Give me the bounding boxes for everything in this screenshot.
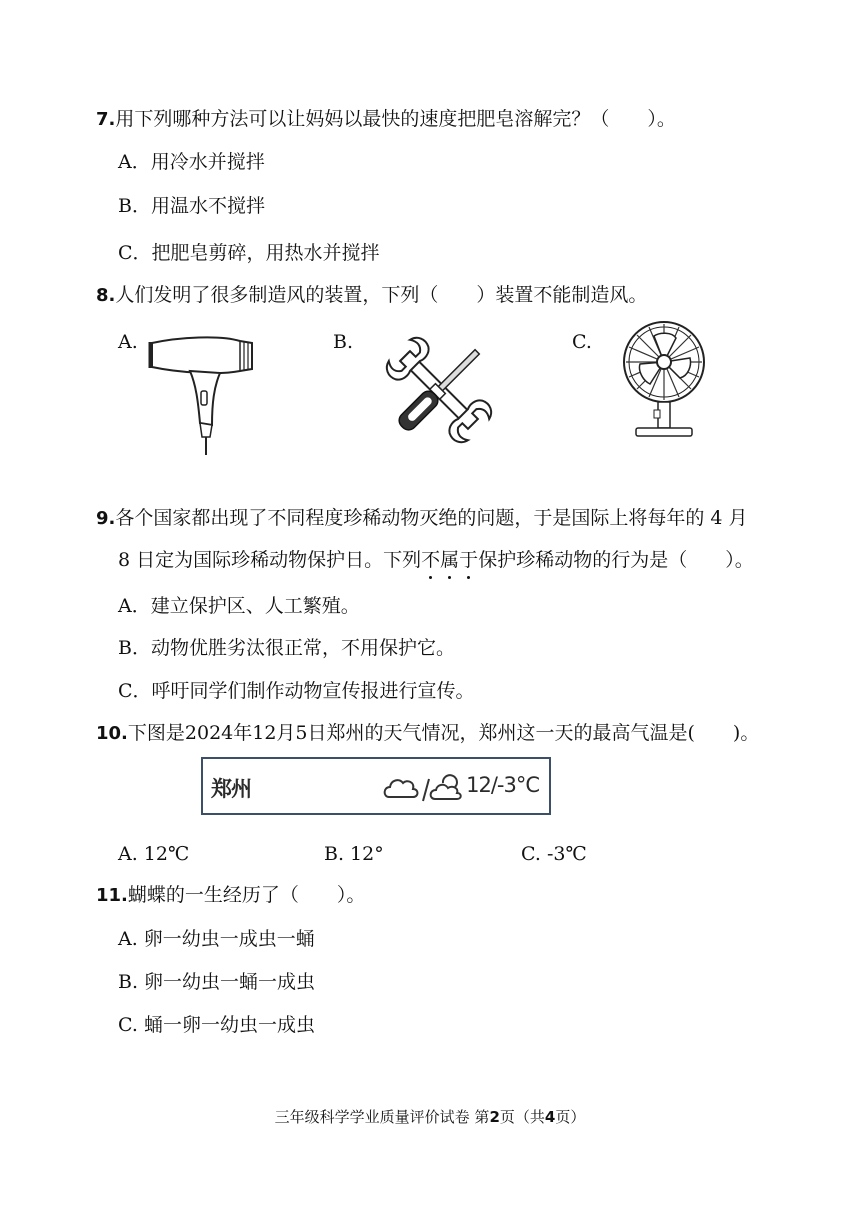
page-footer bbox=[0, 1107, 860, 1127]
question-text: 各个国家都出现了不同程度珍稀动物灭绝的问题，于是国际上将每年的 4 月 bbox=[115, 507, 748, 529]
question-7-option-c: C．把肥皂剪碎，用热水并搅拌 bbox=[118, 242, 380, 264]
question-10-option-a: A. 12℃ bbox=[118, 843, 190, 865]
question-text: 保护珍稀动物的行为是（ ）。 bbox=[478, 549, 754, 571]
footer-text: 三年级科学学业质量评价试卷 第 bbox=[274, 1108, 490, 1126]
question-8-option-a-label: A. bbox=[118, 331, 138, 353]
question-number: 11. bbox=[96, 885, 128, 906]
question-text: 人们发明了很多制造风的装置，下列（ ）装置不能制造风。 bbox=[115, 284, 648, 306]
question-8-option-b-label: B. bbox=[333, 331, 354, 353]
question-11-option-a: A. 卵一幼虫一成虫一蛹 bbox=[118, 928, 315, 950]
question-text: 蝴蝶的一生经历了（ ）。 bbox=[127, 884, 366, 906]
emphasis-char: 属 bbox=[440, 549, 460, 571]
question-7-stem bbox=[96, 107, 676, 132]
weather-panel bbox=[201, 757, 551, 815]
wrench-screwdriver-icon bbox=[380, 332, 498, 448]
question-7-option-b: B．用温水不搅拌 bbox=[118, 195, 265, 217]
question-9-stem-line-2 bbox=[118, 548, 754, 572]
question-number: 9. bbox=[96, 508, 116, 529]
question-9-stem-line-1 bbox=[96, 506, 748, 531]
question-7-option-a: A．用冷水并搅拌 bbox=[118, 151, 265, 173]
footer-text: 页（共 bbox=[499, 1108, 545, 1126]
question-10-option-b: B. 12° bbox=[324, 843, 384, 865]
question-11-option-b: B. 卵一幼虫一蛹一成虫 bbox=[118, 971, 316, 993]
question-11-stem bbox=[96, 883, 365, 908]
question-8-stem bbox=[96, 283, 647, 308]
question-text: 8 日定为国际珍稀动物保护日。下列 bbox=[118, 549, 422, 571]
separator bbox=[423, 779, 429, 801]
footer-page-number: 2 bbox=[489, 1108, 500, 1126]
electric-fan-icon bbox=[614, 318, 714, 440]
cloudy-icon bbox=[385, 780, 418, 797]
weather-city: 郑州 bbox=[211, 777, 251, 801]
footer-total-pages: 4 bbox=[544, 1108, 556, 1126]
question-9-option-c: C．呼吁同学们制作动物宣传报进行宣传。 bbox=[118, 680, 475, 702]
question-11-option-c: C. 蛹一卵一幼虫一成虫 bbox=[118, 1014, 315, 1036]
question-8-option-c-label: C. bbox=[572, 331, 592, 353]
question-text: 用下列哪种方法可以让妈妈以最快的速度把肥皂溶解完？（ ）。 bbox=[115, 108, 676, 130]
footer-text: 页） bbox=[555, 1108, 586, 1126]
weather-icons bbox=[383, 771, 463, 803]
partly-cloudy-icon bbox=[431, 775, 461, 799]
question-9-option-a: A．建立保护区、人工繁殖。 bbox=[118, 595, 360, 617]
question-10-stem bbox=[96, 721, 759, 746]
question-10-option-c: C. -3℃ bbox=[521, 843, 587, 865]
question-text: 下图是2024年12月5日郑州的天气情况，郑州这一天的最高气温是( )。 bbox=[127, 722, 760, 744]
hair-dryer-icon bbox=[140, 333, 262, 459]
emphasis-char: 不 bbox=[421, 549, 441, 571]
question-number: 7. bbox=[96, 109, 116, 130]
question-number: 8. bbox=[96, 285, 116, 306]
weather-temperature: 12/-3°C bbox=[466, 773, 539, 797]
emphasis-char: 于 bbox=[459, 549, 479, 571]
question-number: 10. bbox=[96, 723, 128, 744]
question-9-option-b: B．动物优胜劣汰很正常，不用保护它。 bbox=[118, 637, 455, 659]
